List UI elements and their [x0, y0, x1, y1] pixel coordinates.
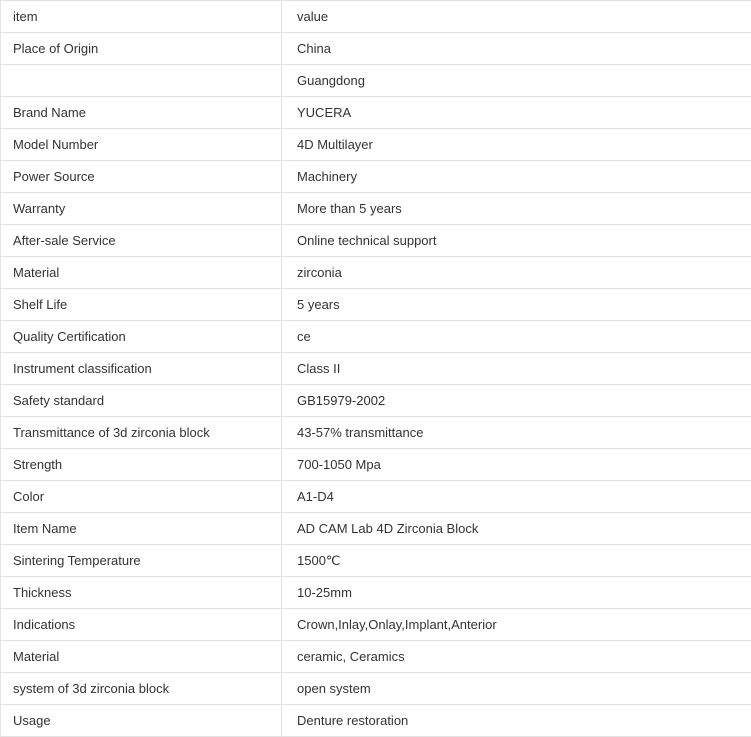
spec-item-value: GB15979-2002 — [282, 385, 751, 417]
spec-item-label: Thickness — [1, 577, 282, 609]
spec-item-label: Usage — [1, 705, 282, 737]
table-row — [1, 641, 751, 673]
table-row — [1, 321, 751, 353]
spec-item-value: AD CAM Lab 4D Zirconia Block — [282, 513, 751, 545]
spec-item-value: Denture restoration — [282, 705, 751, 737]
table-row — [1, 417, 751, 449]
spec-item-value: Guangdong — [282, 65, 751, 97]
spec-item-label: Safety standard — [1, 385, 282, 417]
table-row — [1, 289, 751, 321]
spec-item-value: A1-D4 — [282, 481, 751, 513]
column-header-value: value — [282, 1, 751, 33]
table-row — [1, 577, 751, 609]
spec-item-value: 43-57% transmittance — [282, 417, 751, 449]
table-row — [1, 705, 751, 737]
spec-item-value: 1500℃ — [282, 545, 751, 577]
table-row — [1, 513, 751, 545]
spec-item-value: More than 5 years — [282, 193, 751, 225]
table-row — [1, 545, 751, 577]
spec-item-label: Indications — [1, 609, 282, 641]
spec-item-label: system of 3d zirconia block — [1, 673, 282, 705]
spec-item-value: ce — [282, 321, 751, 353]
spec-item-label: Strength — [1, 449, 282, 481]
table-row — [1, 257, 751, 289]
spec-item-label: Quality Certification — [1, 321, 282, 353]
table-row — [1, 161, 751, 193]
spec-item-label: Transmittance of 3d zirconia block — [1, 417, 282, 449]
table-row — [1, 193, 751, 225]
table-row — [1, 33, 751, 65]
table-row — [1, 449, 751, 481]
table-row — [1, 129, 751, 161]
spec-item-value: China — [282, 33, 751, 65]
table-row — [1, 353, 751, 385]
spec-item-value: 4D Multilayer — [282, 129, 751, 161]
table-row — [1, 225, 751, 257]
spec-item-label: Material — [1, 641, 282, 673]
spec-item-value: 5 years — [282, 289, 751, 321]
spec-item-value: 10-25mm — [282, 577, 751, 609]
spec-item-value: open system — [282, 673, 751, 705]
spec-item-label: Power Source — [1, 161, 282, 193]
spec-item-value: Crown,Inlay,Onlay,Implant,Anterior — [282, 609, 751, 641]
spec-item-label — [1, 65, 282, 97]
spec-item-label: Place of Origin — [1, 33, 282, 65]
table-row — [1, 481, 751, 513]
table-header-row — [1, 1, 751, 33]
spec-item-value: ceramic, Ceramics — [282, 641, 751, 673]
spec-item-value: Online technical support — [282, 225, 751, 257]
spec-item-label: Color — [1, 481, 282, 513]
spec-item-value: zirconia — [282, 257, 751, 289]
spec-item-value: YUCERA — [282, 97, 751, 129]
spec-item-label: Brand Name — [1, 97, 282, 129]
table-row — [1, 673, 751, 705]
spec-item-value: Class II — [282, 353, 751, 385]
column-header-item: item — [1, 1, 282, 33]
spec-item-label: Instrument classification — [1, 353, 282, 385]
spec-item-value: Machinery — [282, 161, 751, 193]
spec-item-value: 700-1050 Mpa — [282, 449, 751, 481]
spec-item-label: After-sale Service — [1, 225, 282, 257]
spec-item-label: Model Number — [1, 129, 282, 161]
spec-item-label: Sintering Temperature — [1, 545, 282, 577]
spec-item-label: Item Name — [1, 513, 282, 545]
table-row — [1, 609, 751, 641]
table-row — [1, 97, 751, 129]
spec-item-label: Material — [1, 257, 282, 289]
table-row — [1, 385, 751, 417]
table-row — [1, 65, 751, 97]
spec-item-label: Shelf Life — [1, 289, 282, 321]
spec-item-label: Warranty — [1, 193, 282, 225]
